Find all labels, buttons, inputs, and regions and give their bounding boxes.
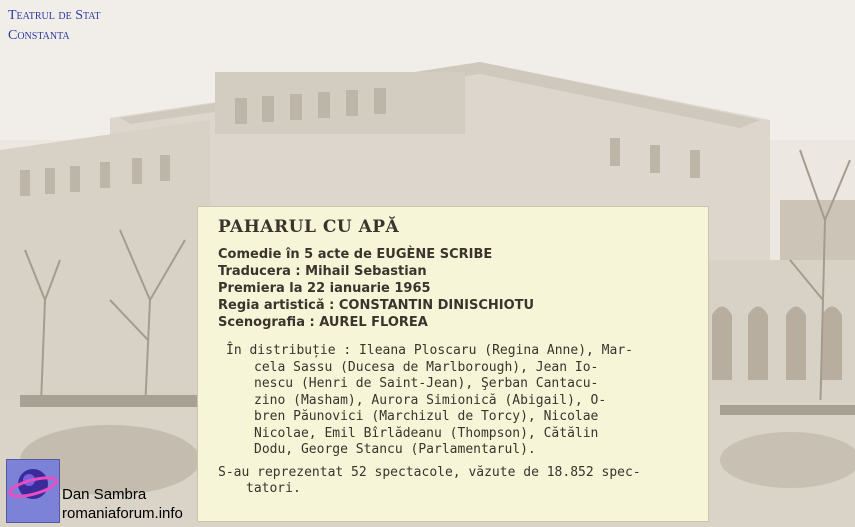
cast-paragraph [218, 343, 690, 498]
cast-line: zino (Masham), Aurora Simionică (Abigail), O- [254, 392, 607, 408]
theatre-name-header [8, 6, 101, 46]
watermark-credit [62, 485, 183, 523]
stats-line: S-au reprezentat 52 spectacole, văzute de 18.852 spec- [218, 464, 641, 480]
credit-line-scenography: Scenografia : AUREL FLOREA [218, 315, 428, 330]
stats-line: tatori. [246, 481, 301, 496]
credit-line-translation: Traducera : Mihail Sebastian [218, 264, 427, 279]
credit-line-premiere: Premiera la 22 ianuarie 1965 [218, 281, 431, 296]
credit-line-director: Regia artistică : CONSTANTIN DINISCHIOTU [218, 298, 535, 313]
header-line-1: Teatrul de Stat [8, 8, 101, 23]
cast-line: cela Sassu (Ducesa de Marlborough), Jean Io- [254, 359, 599, 375]
credit-site: romaniaforum.info [62, 505, 183, 522]
header-line-2: Constanta [8, 28, 70, 43]
planet-icon [7, 460, 59, 522]
credit-author: Dan Sambra [62, 486, 147, 503]
cast-line: Dodu, George Stancu (Parlamentarul). [254, 442, 536, 457]
performance-stats [218, 465, 690, 498]
cast-line: Nicolae, Emil Bîrlădeanu (Thompson), Cătălin [254, 425, 599, 441]
cast-line: bren Păunovici (Marchizul de Torcy), Nicolae [254, 409, 599, 424]
forum-logo [6, 459, 60, 523]
cast-line: nescu (Henri de Saint-Jean), Şerban Cantacu- [254, 376, 599, 391]
play-title: PAHARUL CU APĂ [218, 217, 400, 237]
credit-line-comedy: Comedie în 5 acte de EUGÈNE SCRIBE [218, 247, 493, 262]
cast-line: În distribuție : Ileana Ploscaru (Regina Anne), Mar- [226, 343, 633, 358]
play-info-card [197, 206, 709, 522]
play-credits [218, 246, 690, 331]
